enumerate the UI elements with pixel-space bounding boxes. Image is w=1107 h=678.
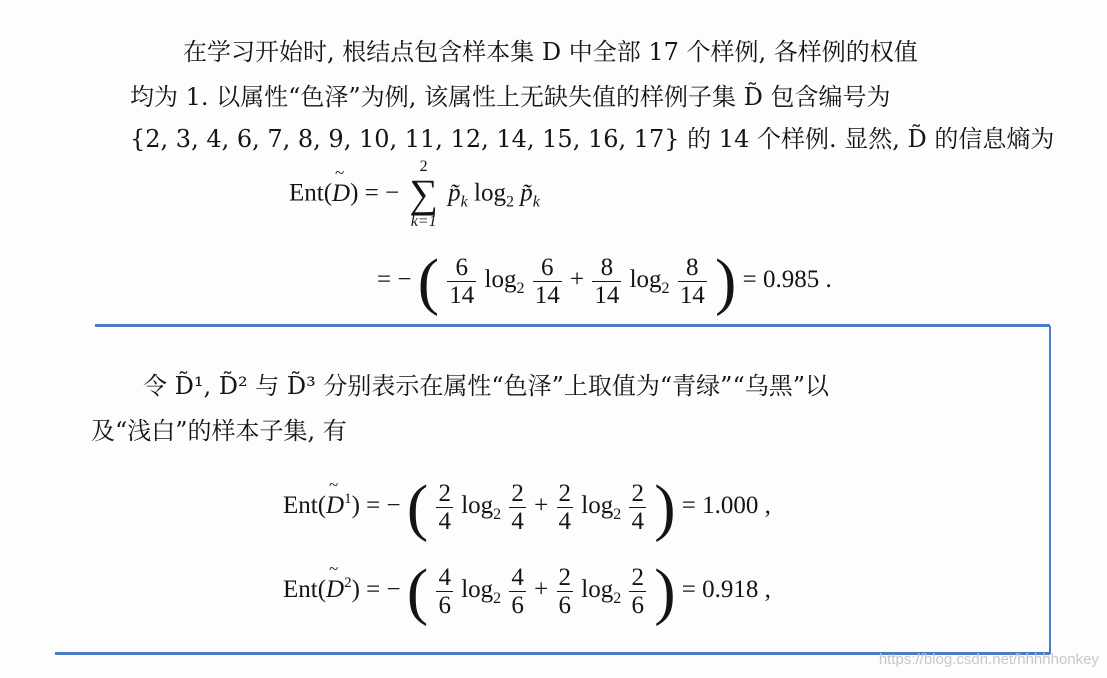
log-base: 2 (516, 280, 525, 298)
superscript: 2 (344, 575, 352, 592)
numerator: 2 (558, 480, 572, 507)
log-label: log (474, 179, 506, 207)
numerator: 2 (511, 480, 524, 507)
log-base: 2 (613, 590, 622, 608)
fraction (557, 564, 574, 619)
numerator: 2 (438, 480, 451, 507)
denominator: 6 (558, 592, 572, 619)
sum-upper: 2 (419, 158, 428, 175)
denominator: 4 (511, 508, 524, 535)
superscript: 1 (344, 491, 352, 508)
numerator: 8 (678, 254, 707, 282)
fraction (436, 564, 453, 619)
paragraph-2-line-2: 及“浅白”的样本子集, 有 (91, 417, 347, 445)
plus-sign: + (569, 266, 585, 294)
sum-lower: k=1 (410, 213, 437, 230)
denominator: 14 (594, 282, 620, 309)
numerator: 2 (631, 564, 644, 591)
eq-result: = 0.918 , (681, 576, 771, 604)
right-paren: ) (654, 555, 676, 627)
numerator: 2 (558, 564, 572, 591)
log-label: log (461, 576, 494, 604)
entropy-equation-line-1 (289, 158, 540, 232)
p-tilde-2: p̃ (520, 179, 533, 207)
log-label: log (629, 266, 662, 294)
d-tilde: ~ D (332, 180, 350, 208)
denominator: 14 (534, 282, 560, 309)
left-paren: ( (406, 555, 429, 627)
fraction (533, 254, 562, 309)
ent-label: Ent( (289, 179, 333, 207)
plus-sign: + (534, 492, 549, 520)
fraction (557, 480, 574, 535)
ent-label: Ent( (283, 492, 327, 520)
denominator: 14 (449, 282, 475, 309)
numerator: 4 (438, 564, 451, 591)
denominator: 14 (679, 282, 705, 309)
plus-sign: + (534, 576, 549, 604)
right-paren: ) (715, 245, 737, 317)
p-tilde: p̃ (448, 179, 461, 207)
denominator: 4 (631, 508, 644, 535)
top-blue-rule (95, 324, 1050, 327)
log-base: 2 (613, 506, 622, 524)
p-sub-2: k (532, 193, 540, 211)
fraction (509, 480, 526, 535)
right-blue-rule (1049, 326, 1051, 654)
sum-symbol: ∑ (409, 171, 438, 216)
denominator: 6 (511, 592, 524, 619)
log-label: log (484, 266, 517, 294)
numerator: 2 (631, 480, 644, 507)
numerator: 4 (511, 564, 524, 591)
denominator: 6 (438, 592, 451, 619)
left-paren: ( (417, 245, 440, 317)
fraction (447, 254, 476, 309)
log-label: log (461, 492, 494, 520)
paragraph-1-line-3: {2, 3, 4, 6, 7, 8, 9, 10, 11, 12, 14, 15, 16, 17} 的 14 个样例. 显然, D̃ 的信息熵为 (130, 125, 1055, 153)
fraction (678, 254, 707, 309)
entropy-equation-line-2 (377, 245, 832, 317)
numerator: 6 (533, 254, 562, 282)
left-paren: ( (406, 471, 429, 543)
fraction (509, 564, 526, 619)
log-base: 2 (493, 506, 502, 524)
log-base: 2 (661, 280, 670, 298)
watermark-url: https://blog.csdn.net/hhhhhonkey (878, 651, 1099, 668)
d-tilde: ~ D (326, 492, 344, 520)
log-base: 2 (493, 590, 502, 608)
ent-label: Ent( (283, 576, 327, 604)
fraction (436, 480, 453, 535)
log-label: log (581, 576, 614, 604)
paragraph-1-line-2: 均为 1. 以属性“色泽”为例, 该属性上无缺失值的样例子集 D̃ 包含编号为 (130, 83, 891, 111)
numerator: 6 (447, 254, 476, 282)
fraction (629, 564, 646, 619)
d-tilde: ~ D (326, 576, 344, 604)
eq-open: ) = − (351, 492, 401, 520)
eq-open: ) = − (350, 179, 400, 207)
numerator: 8 (592, 254, 621, 282)
fraction (629, 480, 646, 535)
entropy-d1-equation (283, 471, 771, 543)
paragraph-2-line-1: 令 D̃¹, D̃² 与 D̃³ 分别表示在属性“色泽”上取值为“青绿”“乌黑”以 (143, 372, 829, 400)
eq-result: = 0.985 . (742, 266, 832, 294)
denominator: 4 (438, 508, 451, 535)
denominator: 4 (558, 508, 572, 535)
eq-open: ) = − (351, 576, 401, 604)
eq-equals-minus: = − (377, 266, 412, 294)
eq-result: = 1.000 , (681, 492, 771, 520)
p-sub: k (460, 193, 468, 211)
log-label: log (581, 492, 614, 520)
paragraph-1-line-1: 在学习开始时, 根结点包含样本集 D 中全部 17 个样例, 各样例的权值 (183, 38, 918, 66)
denominator: 6 (631, 592, 644, 619)
summation (409, 158, 438, 232)
entropy-d2-equation (283, 555, 771, 627)
log-base: 2 (505, 193, 514, 211)
fraction (592, 254, 621, 309)
right-paren: ) (654, 471, 676, 543)
